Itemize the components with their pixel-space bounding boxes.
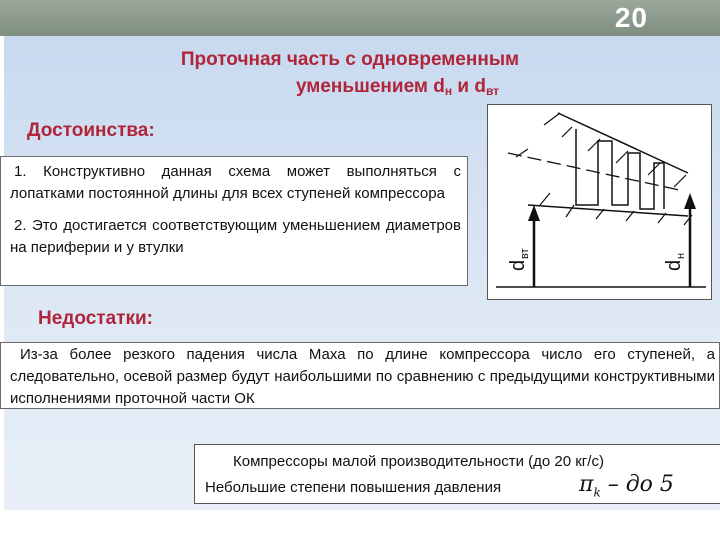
disadvantages-box bbox=[0, 342, 720, 409]
advantage-item-2: 2. Это достигается соответствующим уменьшением диаметров на периферии и у втулки bbox=[10, 217, 461, 256]
disadvantages-text: Из-за более резкого падения числа Маха по длине компрессора число его ступеней, а следовательно, осевой размер будут наибольшими по сравнению с предыдущими конструктивными исполнениями проточной части ОК bbox=[10, 346, 715, 407]
info-line-1: Компрессоры малой производительности (до 20 кг/с) bbox=[233, 453, 604, 470]
flow-path-svg bbox=[488, 105, 711, 299]
hub-diameter-label-sub: вт bbox=[519, 248, 531, 259]
disadvantages-heading: Недостатки: bbox=[38, 308, 153, 329]
title-line-1: Проточная часть с одновременным bbox=[180, 49, 520, 70]
slide-number: 20 bbox=[614, 2, 648, 33]
title-line-2: уменьшением $d_н$ и $d_{вт}$ bbox=[295, 76, 500, 98]
advantages-box bbox=[0, 156, 468, 286]
slide-title bbox=[0, 46, 680, 105]
tip-contour-line bbox=[558, 113, 688, 173]
tip-diameter-label: d bbox=[663, 259, 685, 271]
top-bar bbox=[0, 0, 720, 36]
hub-arrowhead bbox=[528, 205, 540, 221]
info-line-2: Небольшие степени повышения давления bbox=[205, 479, 502, 496]
info-box bbox=[194, 444, 720, 504]
tip-diameter-label-sub: н bbox=[675, 252, 687, 259]
pressure-ratio-formula: $\pi_k$ – до 5 bbox=[579, 472, 674, 500]
hub-diameter-label: d bbox=[507, 259, 529, 271]
tip-arrowhead bbox=[684, 193, 696, 209]
advantage-item-1: 1. Конструктивно данная схема может выполняться с лопатками постоянной длины для всех ступеней компрессора bbox=[10, 163, 461, 202]
advantages-heading: Достоинства: bbox=[27, 120, 155, 141]
flow-path-diagram bbox=[487, 104, 712, 300]
